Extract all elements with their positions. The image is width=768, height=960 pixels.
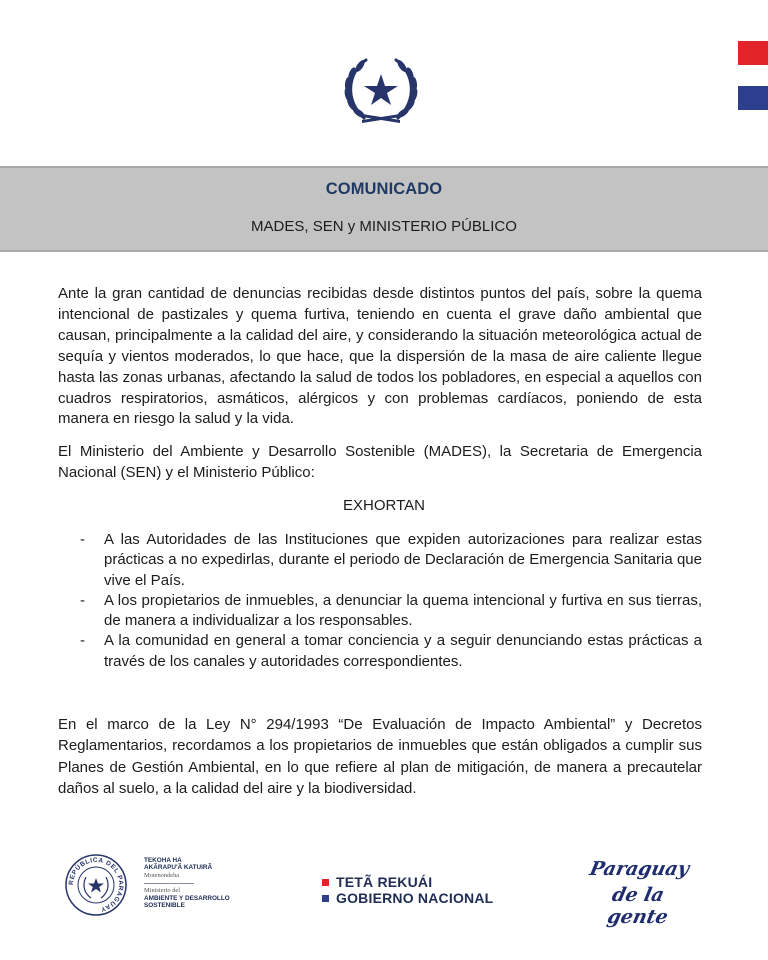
mades-line6: SOSTENIBLE [144,902,185,910]
list-item [80,591,702,632]
bullet-dash: - [80,531,85,548]
gobierno-line2: GOBIERNO NACIONAL [336,890,494,906]
list-item-text: A los propietarios de inmuebles, a denunciar la quema intencional y furtiva en sus tierras, de manera a individualizar a los responsables. [104,591,702,630]
page-subtitle: MADES, SEN y MINISTERIO PÚBLICO [251,218,517,235]
mades-divider [144,883,194,884]
mades-line2: AKÃRAPU'Ã KATUIRÃ [144,864,213,872]
intro-paragraph: Ante la gran cantidad de denuncias recibidas desde distintos puntos del país, sobre la quema intencional de pastizales y quema furtiva, teniendo en cuenta el grave daño ambiental que causan, principalmente a la calidad del aire, y considerando la situación meteorológica actual de sequía y vientos moderados, lo que hace, que la dispersión de la masa de aire caliente llegue hasta las zonas urbanas, afectando la salud de todos los pobladores, en especial a aquellos con cuadros respiratorios, asmáticos, alérgicos y con problemas cardíacos, poniendo de esta manera en riesgo la salud y la vida. [58,285,702,428]
institutions-paragraph: El Ministerio del Ambiente y Desarrollo Sostenible (MADES), la Secretaria de Emergencia Nacional (SEN) y el Ministerio Público: [58,443,702,481]
list-item [80,631,702,672]
republica-del-paraguay-seal-icon [64,853,128,917]
list-item [80,530,702,591]
page-title: COMUNICADO [325,180,443,198]
exhortation-list [80,530,702,672]
slogan-line2: de la gente [605,884,671,928]
slogan-line1: Paraguay [587,858,692,880]
mades-line4: Ministerio del [144,887,181,895]
legal-paragraph: En el marco de la Ley N° 294/1993 “De Evaluación de Impacto Ambiental” y Decretos Reglamentarios, recordamos a los propietarios de inmuebles que están obligados a cumplir sus Planes de Gestión Ambiental, en lo que refiere al plan de mitigación, de manera a precautelar daños al suelo, a la calidad del aire y la biodiversidad. [58,716,702,797]
flag-red-stripe [738,41,768,65]
mades-line1: TEKOHA HA [144,857,182,864]
red-square-icon [322,879,329,886]
list-item-text: A las Autoridades de las Instituciones que expiden autorizaciones para realizar estas prácticas a no expedirlas, durante el periodo de Declaración de Emergencia Sanitaria que vive el País. [104,531,702,589]
mades-line5: AMBIENTE Y DESARROLLO [144,894,230,902]
mades-line3: Motenondeha [144,871,180,879]
bullet-dash: - [80,591,85,609]
list-item-text: A la comunidad en general a tomar conciencia y a seguir denunciando estas prácticas a través de los canales y autoridades correspondientes. [104,632,702,670]
gobierno-nacional-logo [322,874,493,906]
exhortan-heading: EXHORTAN [343,497,425,514]
mades-logo-text [144,857,264,909]
seal-text: REPÚBLICA DEL PARAGUAY [67,856,125,913]
star-laurel-wreath-icon [338,52,424,128]
bullet-dash: - [80,632,85,650]
title-banner [0,166,768,252]
paraguay-de-la-gente-logo [587,856,708,928]
flag-blue-stripe [738,86,768,110]
gobierno-line1: TETÃ REKUÁI [336,874,433,890]
blue-square-icon [322,895,329,902]
